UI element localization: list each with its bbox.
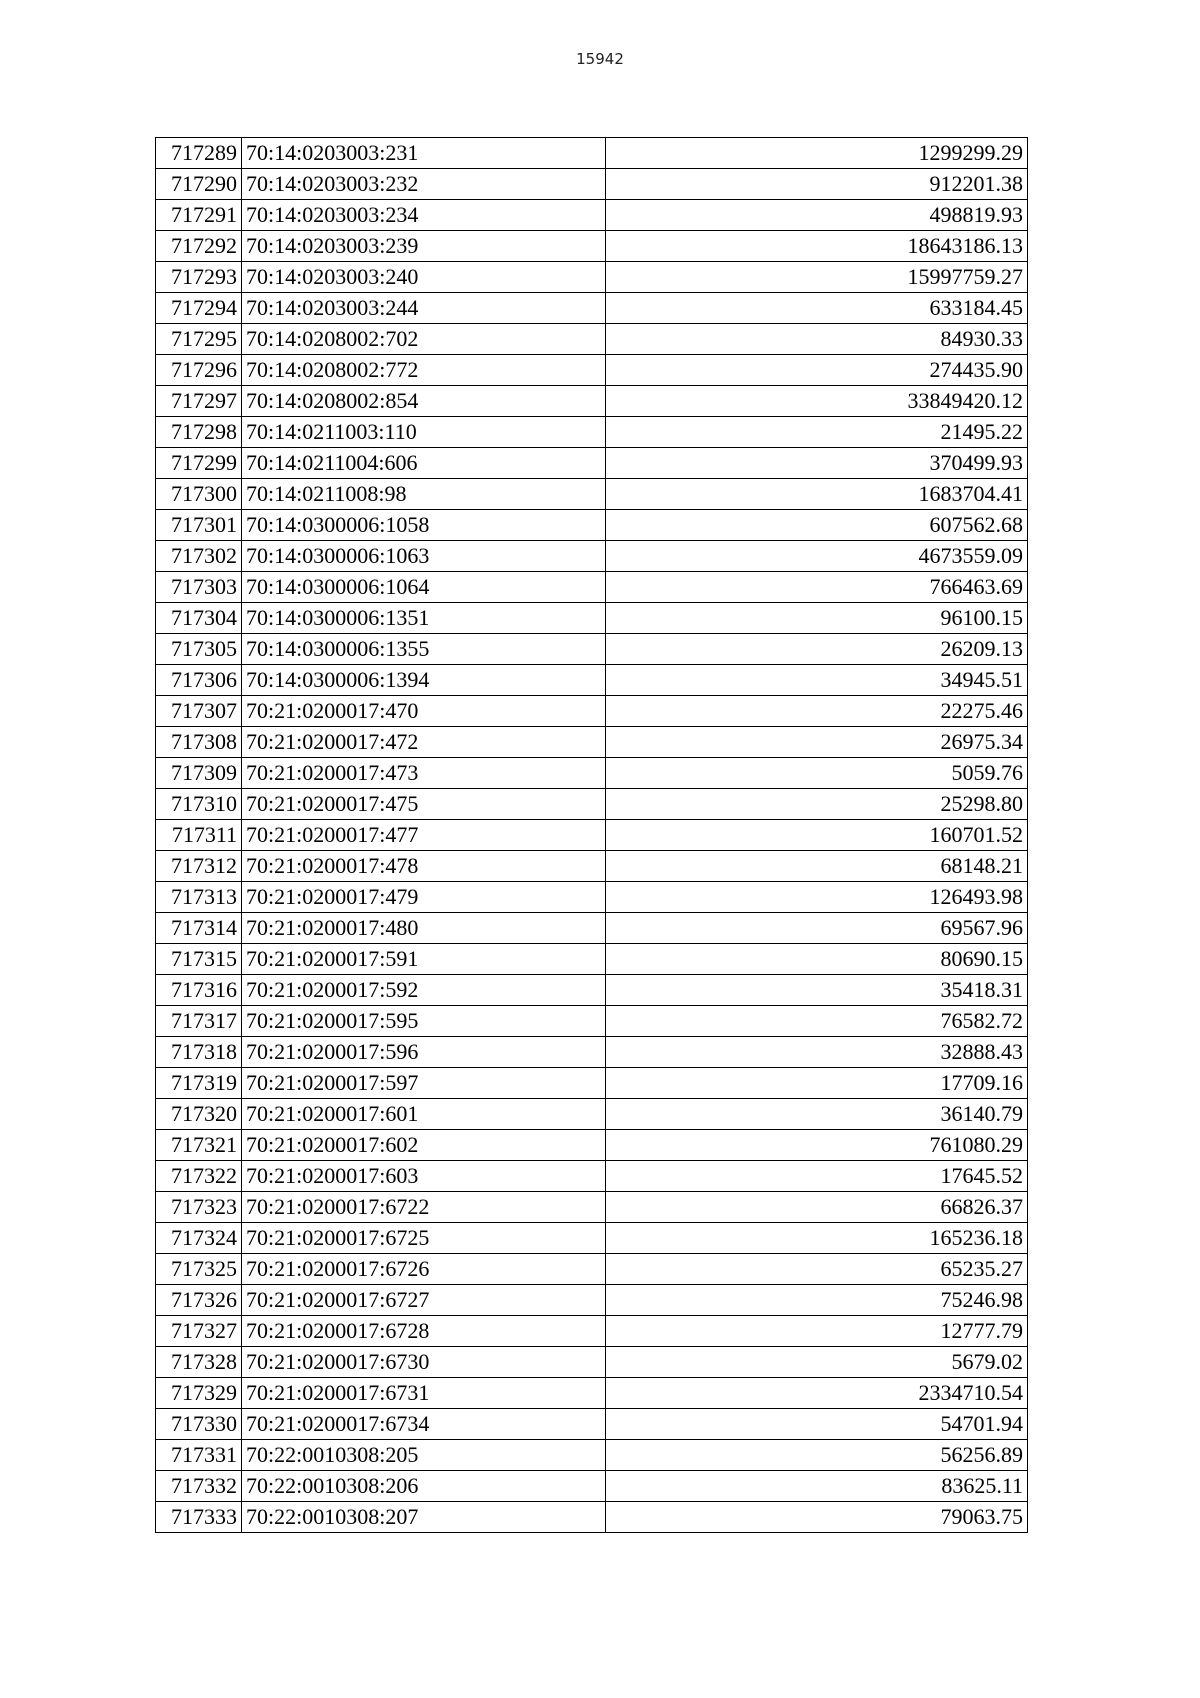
cadastral-number: 70:21:0200017:6731 — [242, 1378, 606, 1409]
table-row — [156, 572, 1028, 603]
cadastral-value: 160701.52 — [606, 820, 1028, 851]
cadastral-value: 33849420.12 — [606, 386, 1028, 417]
table-row — [156, 634, 1028, 665]
cadastral-number: 70:21:0200017:6727 — [242, 1285, 606, 1316]
row-number: 717316 — [156, 975, 242, 1006]
row-number: 717307 — [156, 696, 242, 727]
cadastral-number: 70:22:0010308:205 — [242, 1440, 606, 1471]
row-number: 717321 — [156, 1130, 242, 1161]
cadastral-value: 633184.45 — [606, 293, 1028, 324]
row-number: 717300 — [156, 479, 242, 510]
table-row — [156, 789, 1028, 820]
cadastral-number: 70:14:0300006:1064 — [242, 572, 606, 603]
cadastral-value: 35418.31 — [606, 975, 1028, 1006]
row-number: 717327 — [156, 1316, 242, 1347]
cadastral-number: 70:21:0200017:595 — [242, 1006, 606, 1037]
row-number: 717301 — [156, 510, 242, 541]
cadastral-value: 80690.15 — [606, 944, 1028, 975]
cadastral-value: 26975.34 — [606, 727, 1028, 758]
row-number: 717324 — [156, 1223, 242, 1254]
cadastral-value: 34945.51 — [606, 665, 1028, 696]
row-number: 717313 — [156, 882, 242, 913]
row-number: 717317 — [156, 1006, 242, 1037]
row-number: 717323 — [156, 1192, 242, 1223]
table-row — [156, 1440, 1028, 1471]
cadastral-number: 70:21:0200017:6730 — [242, 1347, 606, 1378]
cadastral-value: 15997759.27 — [606, 262, 1028, 293]
cadastral-value: 56256.89 — [606, 1440, 1028, 1471]
row-number: 717310 — [156, 789, 242, 820]
row-number: 717311 — [156, 820, 242, 851]
cadastral-number: 70:14:0203003:244 — [242, 293, 606, 324]
table-row — [156, 510, 1028, 541]
cadastral-number: 70:14:0211004:606 — [242, 448, 606, 479]
cadastral-number: 70:14:0203003:234 — [242, 200, 606, 231]
cadastral-number: 70:21:0200017:603 — [242, 1161, 606, 1192]
table-row — [156, 1409, 1028, 1440]
table-row — [156, 355, 1028, 386]
row-number: 717296 — [156, 355, 242, 386]
table-row — [156, 665, 1028, 696]
row-number: 717320 — [156, 1099, 242, 1130]
row-number: 717328 — [156, 1347, 242, 1378]
cadastral-number: 70:21:0200017:477 — [242, 820, 606, 851]
cadastral-value: 766463.69 — [606, 572, 1028, 603]
cadastral-value: 84930.33 — [606, 324, 1028, 355]
table-row — [156, 1378, 1028, 1409]
row-number: 717302 — [156, 541, 242, 572]
cadastral-number: 70:21:0200017:601 — [242, 1099, 606, 1130]
row-number: 717331 — [156, 1440, 242, 1471]
cadastral-value: 18643186.13 — [606, 231, 1028, 262]
cadastral-number: 70:21:0200017:592 — [242, 975, 606, 1006]
table-row — [156, 1223, 1028, 1254]
table-row — [156, 262, 1028, 293]
cadastral-number: 70:21:0200017:472 — [242, 727, 606, 758]
cadastral-number: 70:21:0200017:6722 — [242, 1192, 606, 1223]
table-row — [156, 386, 1028, 417]
cadastral-value: 69567.96 — [606, 913, 1028, 944]
cadastral-value: 1299299.29 — [606, 138, 1028, 169]
cadastral-value: 1683704.41 — [606, 479, 1028, 510]
cadastral-value: 17709.16 — [606, 1068, 1028, 1099]
table-row — [156, 231, 1028, 262]
row-number: 717332 — [156, 1471, 242, 1502]
row-number: 717329 — [156, 1378, 242, 1409]
row-number: 717294 — [156, 293, 242, 324]
cadastral-value: 76582.72 — [606, 1006, 1028, 1037]
cadastral-number: 70:21:0200017:470 — [242, 696, 606, 727]
table-row — [156, 138, 1028, 169]
cadastral-number: 70:14:0203003:240 — [242, 262, 606, 293]
table-row — [156, 758, 1028, 789]
table-row — [156, 696, 1028, 727]
table-row — [156, 820, 1028, 851]
cadastral-value: 66826.37 — [606, 1192, 1028, 1223]
cadastral-number: 70:21:0200017:479 — [242, 882, 606, 913]
cadastral-value: 25298.80 — [606, 789, 1028, 820]
cadastral-number: 70:14:0203003:232 — [242, 169, 606, 200]
row-number: 717303 — [156, 572, 242, 603]
table-row — [156, 913, 1028, 944]
row-number: 717312 — [156, 851, 242, 882]
cadastral-number: 70:21:0200017:475 — [242, 789, 606, 820]
table-body — [156, 138, 1028, 1533]
cadastral-value: 54701.94 — [606, 1409, 1028, 1440]
cadastral-value: 912201.38 — [606, 169, 1028, 200]
row-number: 717304 — [156, 603, 242, 634]
cadastral-number: 70:14:0211008:98 — [242, 479, 606, 510]
cadastral-number: 70:21:0200017:6726 — [242, 1254, 606, 1285]
cadastral-value: 68148.21 — [606, 851, 1028, 882]
cadastral-value: 370499.93 — [606, 448, 1028, 479]
cadastral-value: 32888.43 — [606, 1037, 1028, 1068]
cadastral-number: 70:14:0300006:1058 — [242, 510, 606, 541]
table-row — [156, 1316, 1028, 1347]
cadastral-number: 70:21:0200017:480 — [242, 913, 606, 944]
cadastral-value: 5059.76 — [606, 758, 1028, 789]
table-row — [156, 1161, 1028, 1192]
row-number: 717322 — [156, 1161, 242, 1192]
row-number: 717326 — [156, 1285, 242, 1316]
row-number: 717306 — [156, 665, 242, 696]
table-row — [156, 975, 1028, 1006]
table-row — [156, 603, 1028, 634]
cadastral-number: 70:21:0200017:6734 — [242, 1409, 606, 1440]
table-row — [156, 1037, 1028, 1068]
table-row — [156, 200, 1028, 231]
table-row — [156, 1130, 1028, 1161]
cadastral-number: 70:14:0300006:1394 — [242, 665, 606, 696]
cadastral-number: 70:21:0200017:596 — [242, 1037, 606, 1068]
table-row — [156, 479, 1028, 510]
cadastral-value: 83625.11 — [606, 1471, 1028, 1502]
cadastral-number: 70:14:0208002:772 — [242, 355, 606, 386]
row-number: 717314 — [156, 913, 242, 944]
table-row — [156, 1099, 1028, 1130]
cadastral-number: 70:14:0208002:854 — [242, 386, 606, 417]
cadastral-number: 70:14:0300006:1063 — [242, 541, 606, 572]
cadastral-number: 70:14:0211003:110 — [242, 417, 606, 448]
cadastral-value: 4673559.09 — [606, 541, 1028, 572]
cadastral-number: 70:21:0200017:6725 — [242, 1223, 606, 1254]
table-row — [156, 1502, 1028, 1533]
cadastral-number: 70:14:0203003:239 — [242, 231, 606, 262]
cadastral-value: 5679.02 — [606, 1347, 1028, 1378]
cadastral-value: 36140.79 — [606, 1099, 1028, 1130]
cadastral-number: 70:21:0200017:602 — [242, 1130, 606, 1161]
table-row — [156, 1254, 1028, 1285]
row-number: 717298 — [156, 417, 242, 448]
row-number: 717293 — [156, 262, 242, 293]
cadastral-value: 26209.13 — [606, 634, 1028, 665]
row-number: 717299 — [156, 448, 242, 479]
cadastral-value: 21495.22 — [606, 417, 1028, 448]
row-number: 717295 — [156, 324, 242, 355]
cadastral-number: 70:14:0300006:1351 — [242, 603, 606, 634]
cadastral-value: 12777.79 — [606, 1316, 1028, 1347]
table-row — [156, 1347, 1028, 1378]
cadastral-number: 70:14:0300006:1355 — [242, 634, 606, 665]
page-number: 15942 — [576, 50, 624, 68]
row-number: 717308 — [156, 727, 242, 758]
cadastral-number: 70:14:0203003:231 — [242, 138, 606, 169]
table-row — [156, 1285, 1028, 1316]
cadastral-number: 70:22:0010308:206 — [242, 1471, 606, 1502]
cadastral-number: 70:21:0200017:473 — [242, 758, 606, 789]
cadastral-number: 70:21:0200017:591 — [242, 944, 606, 975]
table-row — [156, 1006, 1028, 1037]
cadastral-value: 2334710.54 — [606, 1378, 1028, 1409]
cadastral-value: 607562.68 — [606, 510, 1028, 541]
row-number: 717297 — [156, 386, 242, 417]
table-row — [156, 324, 1028, 355]
cadastral-value: 75246.98 — [606, 1285, 1028, 1316]
cadastral-value: 22275.46 — [606, 696, 1028, 727]
table-row — [156, 169, 1028, 200]
cadastral-value: 126493.98 — [606, 882, 1028, 913]
cadastral-number: 70:22:0010308:207 — [242, 1502, 606, 1533]
table-row — [156, 851, 1028, 882]
cadastral-value: 17645.52 — [606, 1161, 1028, 1192]
row-number: 717333 — [156, 1502, 242, 1533]
row-number: 717309 — [156, 758, 242, 789]
cadastral-value-table — [155, 137, 1028, 1533]
table-row — [156, 1192, 1028, 1223]
cadastral-number: 70:21:0200017:6728 — [242, 1316, 606, 1347]
cadastral-value: 165236.18 — [606, 1223, 1028, 1254]
cadastral-number: 70:21:0200017:597 — [242, 1068, 606, 1099]
row-number: 717330 — [156, 1409, 242, 1440]
table-row — [156, 541, 1028, 572]
row-number: 717315 — [156, 944, 242, 975]
row-number: 717305 — [156, 634, 242, 665]
cadastral-value: 761080.29 — [606, 1130, 1028, 1161]
cadastral-value: 79063.75 — [606, 1502, 1028, 1533]
table-row — [156, 882, 1028, 913]
cadastral-value: 96100.15 — [606, 603, 1028, 634]
cadastral-value: 274435.90 — [606, 355, 1028, 386]
table-row — [156, 1068, 1028, 1099]
cadastral-number: 70:14:0208002:702 — [242, 324, 606, 355]
table-row — [156, 944, 1028, 975]
row-number: 717289 — [156, 138, 242, 169]
row-number: 717290 — [156, 169, 242, 200]
row-number: 717319 — [156, 1068, 242, 1099]
row-number: 717325 — [156, 1254, 242, 1285]
row-number: 717291 — [156, 200, 242, 231]
cadastral-value: 65235.27 — [606, 1254, 1028, 1285]
cadastral-value: 498819.93 — [606, 200, 1028, 231]
table-row — [156, 448, 1028, 479]
table-row — [156, 417, 1028, 448]
table-row — [156, 727, 1028, 758]
cadastral-number: 70:21:0200017:478 — [242, 851, 606, 882]
row-number: 717318 — [156, 1037, 242, 1068]
row-number: 717292 — [156, 231, 242, 262]
table-row — [156, 1471, 1028, 1502]
table-row — [156, 293, 1028, 324]
